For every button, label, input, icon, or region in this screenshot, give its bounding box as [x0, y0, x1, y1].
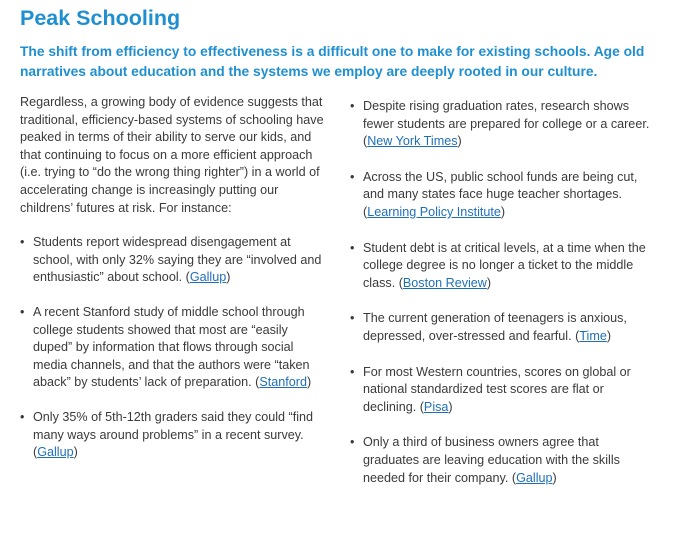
- source-link[interactable]: Gallup: [37, 445, 74, 460]
- bullet-icon: •: [350, 435, 355, 450]
- bullet-text: A recent Stanford study of middle school through college students showed that most are “easily duped” by information that flows through social media channels, and that the authors were “taken aback” by students’ lack of preparation.: [33, 304, 310, 390]
- right-bullet-list: [350, 98, 655, 487]
- source-link[interactable]: Learning Policy Institute: [367, 204, 501, 219]
- source-link[interactable]: Pisa: [423, 399, 449, 414]
- source-link[interactable]: New York Times: [367, 134, 458, 149]
- right-column: [350, 98, 655, 505]
- bullet-text: Only a third of business owners agree that graduates are leaving education with the skills needed for their company.: [363, 435, 620, 485]
- bullet-icon: •: [350, 364, 355, 379]
- source-link[interactable]: Time: [579, 328, 607, 343]
- left-column: [20, 94, 325, 479]
- bullet-icon: •: [20, 235, 25, 250]
- list-item: • Despite rising graduation rates, research shows fewer students are prepared for college or a career. (New York Times): [350, 99, 650, 149]
- list-item: • A recent Stanford study of middle school through college students showed that most are “easily duped” by information that flows through social media channels, and that the authors were “taken aback” by students’ lack of preparation. (Stanford): [20, 304, 312, 390]
- source-link[interactable]: Gallup: [516, 470, 553, 485]
- list-item: • Across the US, public school funds are being cut, and many states face huge teacher shortages. (Learning Policy Institute): [350, 169, 638, 219]
- bullet-text: The current generation of teenagers is anxious, depressed, over-stressed and fearful.: [363, 311, 627, 343]
- bullet-icon: •: [350, 169, 355, 184]
- bullet-icon: •: [350, 99, 355, 113]
- source-link[interactable]: Gallup: [189, 270, 227, 285]
- source-link[interactable]: Boston Review: [402, 275, 487, 290]
- bullet-text: Student debt is at critical levels, at a time when the college degree is no longer a ticket to the middle class.: [363, 240, 646, 290]
- page-subtitle: The shift from efficiency to effectiveness is a difficult one to make for existing schools. Age old narratives about education and the systems we employ are deeply rooted in our culture.: [20, 44, 645, 79]
- list-item: • For most Western countries, scores on global or national standardized test scores are flat or declining. (Pisa): [350, 364, 631, 414]
- bullet-text: For most Western countries, scores on global or national standardized test scores are flat or declining.: [363, 364, 631, 414]
- list-item: • Only a third of business owners agree that graduates are leaving education with the skills needed for their company. (Gallup): [350, 435, 620, 485]
- bullet-icon: •: [350, 311, 355, 326]
- list-item: • Students report widespread disengagement at school, with only 32% saying they are “involved and enthusiastic” about school. (Gallup): [20, 235, 322, 285]
- page-title: Peak Schooling: [20, 6, 181, 30]
- list-item: • Student debt is at critical levels, at a time when the college degree is no longer a ticket to the middle class. (Boston Review): [350, 240, 646, 290]
- list-item: • The current generation of teenagers is anxious, depressed, over-stressed and fearful. (Time): [350, 311, 627, 343]
- bullet-text: Students report widespread disengagement at school, with only 32% saying they are “involved and enthusiastic” about school.: [33, 235, 322, 285]
- list-item: • Only 35% of 5th-12th graders said they could “find many ways around problems” in a recent survey. (Gallup): [20, 409, 314, 460]
- bullet-icon: •: [350, 240, 355, 255]
- bullet-icon: •: [20, 409, 25, 424]
- bullet-text: Only 35% of 5th-12th graders said they could “find many ways around problems” in a recent survey.: [33, 409, 314, 442]
- bullet-icon: •: [20, 304, 25, 319]
- bullet-text: Despite rising graduation rates, research shows fewer students are prepared for college or a career.: [363, 99, 650, 131]
- bullet-text: Across the US, public school funds are being cut, and many states face huge teacher shortages.: [363, 169, 638, 202]
- intro-paragraph: Regardless, a growing body of evidence suggests that traditional, efficiency-based systems of schooling have peaked in terms of their ability to serve our kids, and that continuing to focus on a more efficient approach (i.e. trying to “do the wrong thing righter”) in a world of accelerating change is increasingly putting our childrens’ futures at risk. For instance:: [20, 95, 324, 215]
- left-bullet-list: [20, 234, 325, 462]
- source-link[interactable]: Stanford: [259, 375, 307, 390]
